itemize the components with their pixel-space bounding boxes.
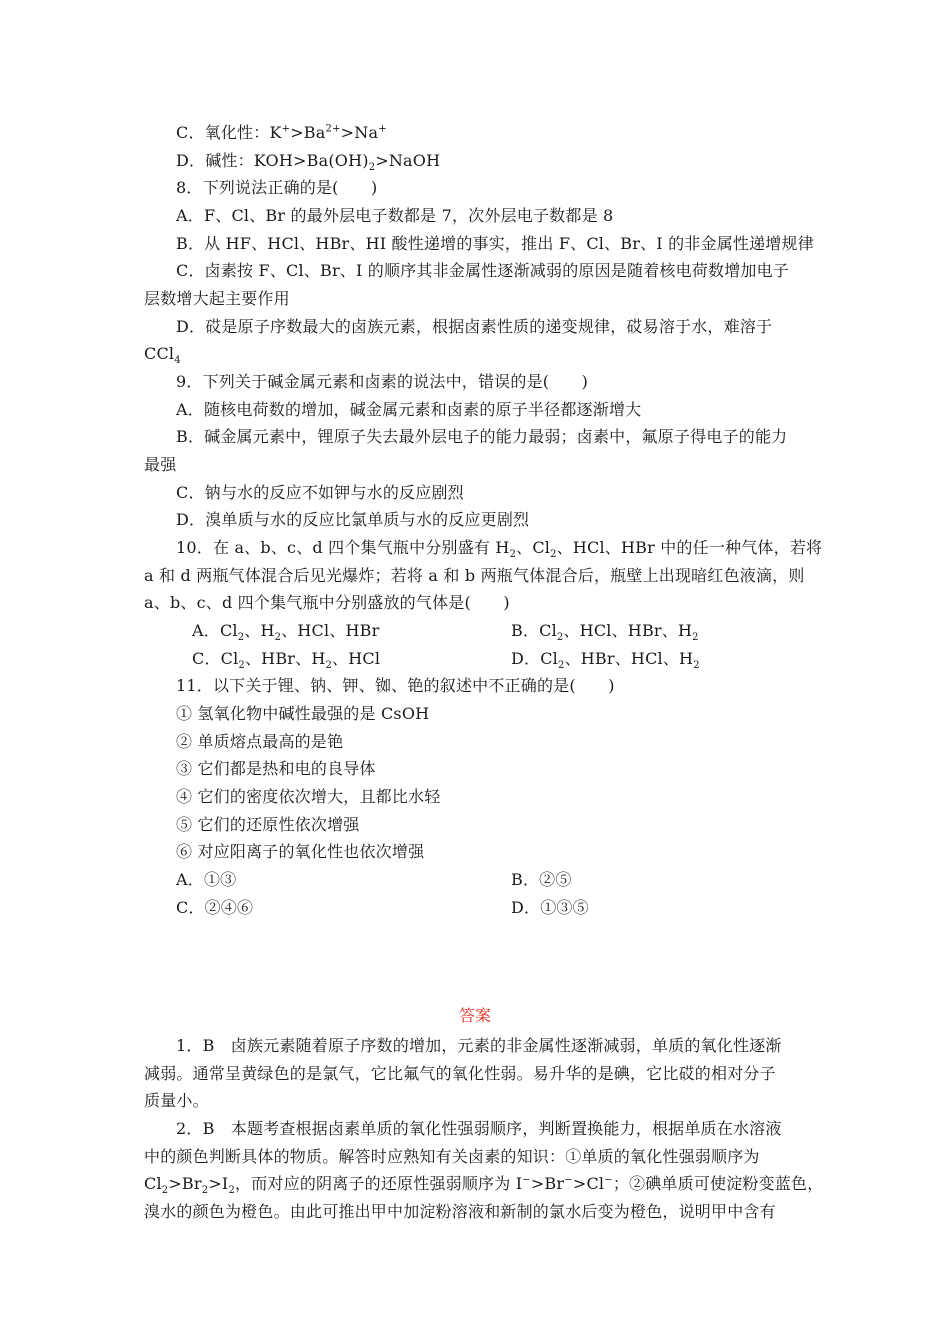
text-run: 中的颜色判断具体的物质。解答时应熟知有关卤素的知识：①单质的氧化性强弱顺序为: [144, 1147, 760, 1166]
text-run: 、HBr、H: [244, 649, 326, 668]
superscript: +: [281, 123, 291, 135]
text-line: [511, 648, 700, 670]
text-run: 、HCl、HBr: [281, 621, 380, 640]
text-run: >Br: [168, 1174, 202, 1193]
text-run: C．氧化性：K: [176, 123, 282, 142]
text-run: C．Cl: [192, 649, 239, 668]
text-run: D．溴单质与水的反应比氯单质与水的反应更剧烈: [176, 510, 530, 529]
text-run: 、HCl、HBr 中的任一种气体，若将: [556, 538, 823, 557]
subscript: 2: [325, 660, 333, 672]
text-line: [192, 620, 379, 642]
superscript: −: [522, 1174, 531, 1186]
text-line: [144, 1063, 776, 1085]
text-run: C．卤素按 F、Cl、Br、I 的顺序其非金属性逐渐减弱的原因是随着核电荷数增加电子: [176, 261, 790, 280]
text-line: [176, 316, 772, 338]
text-run: >Br: [530, 1174, 565, 1193]
text-line: [176, 1118, 782, 1140]
text-line: [144, 343, 181, 365]
text-run: B．②⑤: [511, 870, 572, 889]
text-line: [176, 675, 615, 697]
text-run: CCl: [144, 344, 175, 363]
text-run: a 和 d 两瓶气体混合后见光爆炸；若将 a 和 b 两瓶气体混合后，瓶壁上出现暗红色液滴，则: [144, 566, 805, 585]
text-run: 、HCl、HBr、H: [563, 621, 693, 640]
text-run: >Ba: [290, 123, 326, 142]
answer-heading: 答案: [458, 1006, 491, 1025]
subscript: 2: [693, 660, 700, 672]
text-run: 9．下列关于碱金属元素和卤素的说法中，错误的是( ): [176, 372, 589, 391]
text-line: [192, 648, 380, 670]
text-line: [176, 1035, 782, 1057]
text-run: 2．B 本题考查根据卤素单质的氧化性强弱顺序，判断置换能力，根据单质在水溶液: [176, 1119, 782, 1138]
text-line: [176, 150, 440, 172]
text-run: >NaOH: [375, 151, 441, 170]
subscript: 2: [274, 632, 282, 644]
text-line: [144, 1090, 209, 1112]
text-run: 、H: [244, 621, 275, 640]
text-line: [144, 1201, 776, 1223]
text-run: B．Cl: [511, 621, 557, 640]
text-run: 减弱。通常呈黄绿色的是氯气，它比氟气的氧化性弱。易升华的是碘，它比砹的相对分子: [144, 1064, 776, 1083]
text-line: [176, 897, 253, 919]
text-line: [144, 592, 510, 614]
text-line: [176, 731, 343, 753]
text-run: 溴水的颜色为橙色。由此可推出甲中加淀粉溶液和新制的氯水后变为橙色，说明甲中含有: [144, 1202, 776, 1221]
text-line: [144, 565, 805, 587]
text-run: >I: [208, 1174, 229, 1193]
text-line: [176, 758, 376, 780]
subscript: 2: [228, 1185, 236, 1197]
text-line: [176, 399, 641, 421]
text-line: [176, 371, 588, 393]
text-line: [511, 869, 572, 891]
text-run: B．碱金属元素中，锂原子失去最外层电子的能力最弱；卤素中，氟原子得电子的能力: [176, 427, 788, 446]
text-line: [176, 260, 789, 282]
subscript: 2: [161, 1185, 169, 1197]
text-line: [176, 509, 529, 531]
text-run: ⑥ 对应阳离子的氧化性也依次增强: [176, 842, 425, 861]
text-run: Cl: [144, 1174, 162, 1193]
text-line: [176, 841, 424, 863]
text-run: A．F、Cl、Br 的最外层电子数都是 7，次外层电子数都是 8: [176, 206, 614, 225]
text-run: 、HCl: [332, 649, 381, 668]
text-line: [144, 288, 290, 310]
subscript: 2: [368, 162, 376, 174]
text-run: 、HBr、HCl、H: [564, 649, 694, 668]
text-run: >Na: [340, 123, 379, 142]
text-run: >Cl: [572, 1174, 605, 1193]
text-run: 质量小。: [144, 1091, 209, 1110]
text-line: [176, 426, 787, 448]
text-run: ① 氢氧化物中碱性最强的是 CsOH: [176, 704, 430, 723]
text-run: D．碱性：KOH>Ba(OH): [176, 151, 369, 170]
subscript: 2: [237, 632, 245, 644]
text-line: [176, 814, 360, 836]
superscript: −: [604, 1174, 613, 1186]
text-run: ② 单质熔点最高的是铯: [176, 732, 344, 751]
superscript: +: [378, 123, 387, 135]
subscript: 2: [692, 632, 699, 644]
subscript: 4: [174, 355, 181, 367]
subscript: 2: [509, 549, 517, 561]
text-line: [144, 1173, 823, 1195]
text-run: ③ 它们都是热和电的良导体: [176, 759, 376, 778]
text-run: 层数增大起主要作用: [144, 289, 290, 308]
text-line: [144, 454, 176, 476]
text-run: 、Cl: [516, 538, 551, 557]
superscript: −: [564, 1174, 573, 1186]
superscript: 2+: [325, 123, 341, 135]
text-run: ⑤ 它们的还原性依次增强: [176, 815, 360, 834]
text-run: 11．以下关于锂、钠、钾、铷、铯的叙述中不正确的是( ): [176, 676, 615, 695]
text-run: 1．B 卤族元素随着原子序数的增加，元素的非金属性逐渐减弱，单质的氧化性逐渐: [176, 1036, 782, 1055]
text-line: [176, 786, 441, 808]
text-line: [176, 482, 464, 504]
text-run: ，而对应的阴离子的还原性强弱顺序为 I: [235, 1174, 523, 1193]
text-line: [144, 1146, 760, 1168]
text-line: [511, 897, 589, 919]
text-run: a、b、c、d 四个集气瓶中分别盛放的气体是( ): [144, 593, 510, 612]
text-run: B．从 HF、HCl、HBr、HI 酸性递增的事实，推出 F、Cl、Br、I 的非金属性递增规律: [176, 234, 814, 253]
text-run: C．钠与水的反应不如钾与水的反应剧烈: [176, 483, 464, 502]
text-line: [176, 177, 377, 199]
text-run: 最强: [144, 455, 177, 474]
text-run: A．①③: [176, 870, 237, 889]
text-run: D．Cl: [511, 649, 558, 668]
text-line: [176, 233, 814, 255]
text-run: D．砹是原子序数最大的卤族元素，根据卤素性质的递变规律，砹易溶于水，难溶于: [176, 317, 773, 336]
text-run: A．随核电荷数的增加，碱金属元素和卤素的原子半径都逐渐增大: [176, 400, 642, 419]
subscript: 2: [201, 1185, 209, 1197]
subscript: 2: [556, 632, 564, 644]
text-run: 10．在 a、b、c、d 四个集气瓶中分别盛有 H: [176, 538, 510, 557]
subscript: 2: [550, 549, 557, 561]
text-line: [176, 869, 236, 891]
text-line: [176, 703, 429, 725]
text-run: D．①③⑤: [511, 898, 589, 917]
text-run: ④ 它们的密度依次增大，且都比水轻: [176, 787, 441, 806]
text-run: C．②④⑥: [176, 898, 254, 917]
subscript: 2: [558, 660, 565, 672]
text-run: A．Cl: [192, 621, 238, 640]
text-line: [176, 122, 387, 144]
text-line: [176, 537, 822, 559]
text-run: ；②碘单质可使淀粉变蓝色，: [612, 1174, 824, 1193]
text-run: 8．下列说法正确的是( ): [176, 178, 378, 197]
text-line: [511, 620, 699, 642]
subscript: 2: [238, 660, 245, 672]
text-line: [176, 205, 613, 227]
